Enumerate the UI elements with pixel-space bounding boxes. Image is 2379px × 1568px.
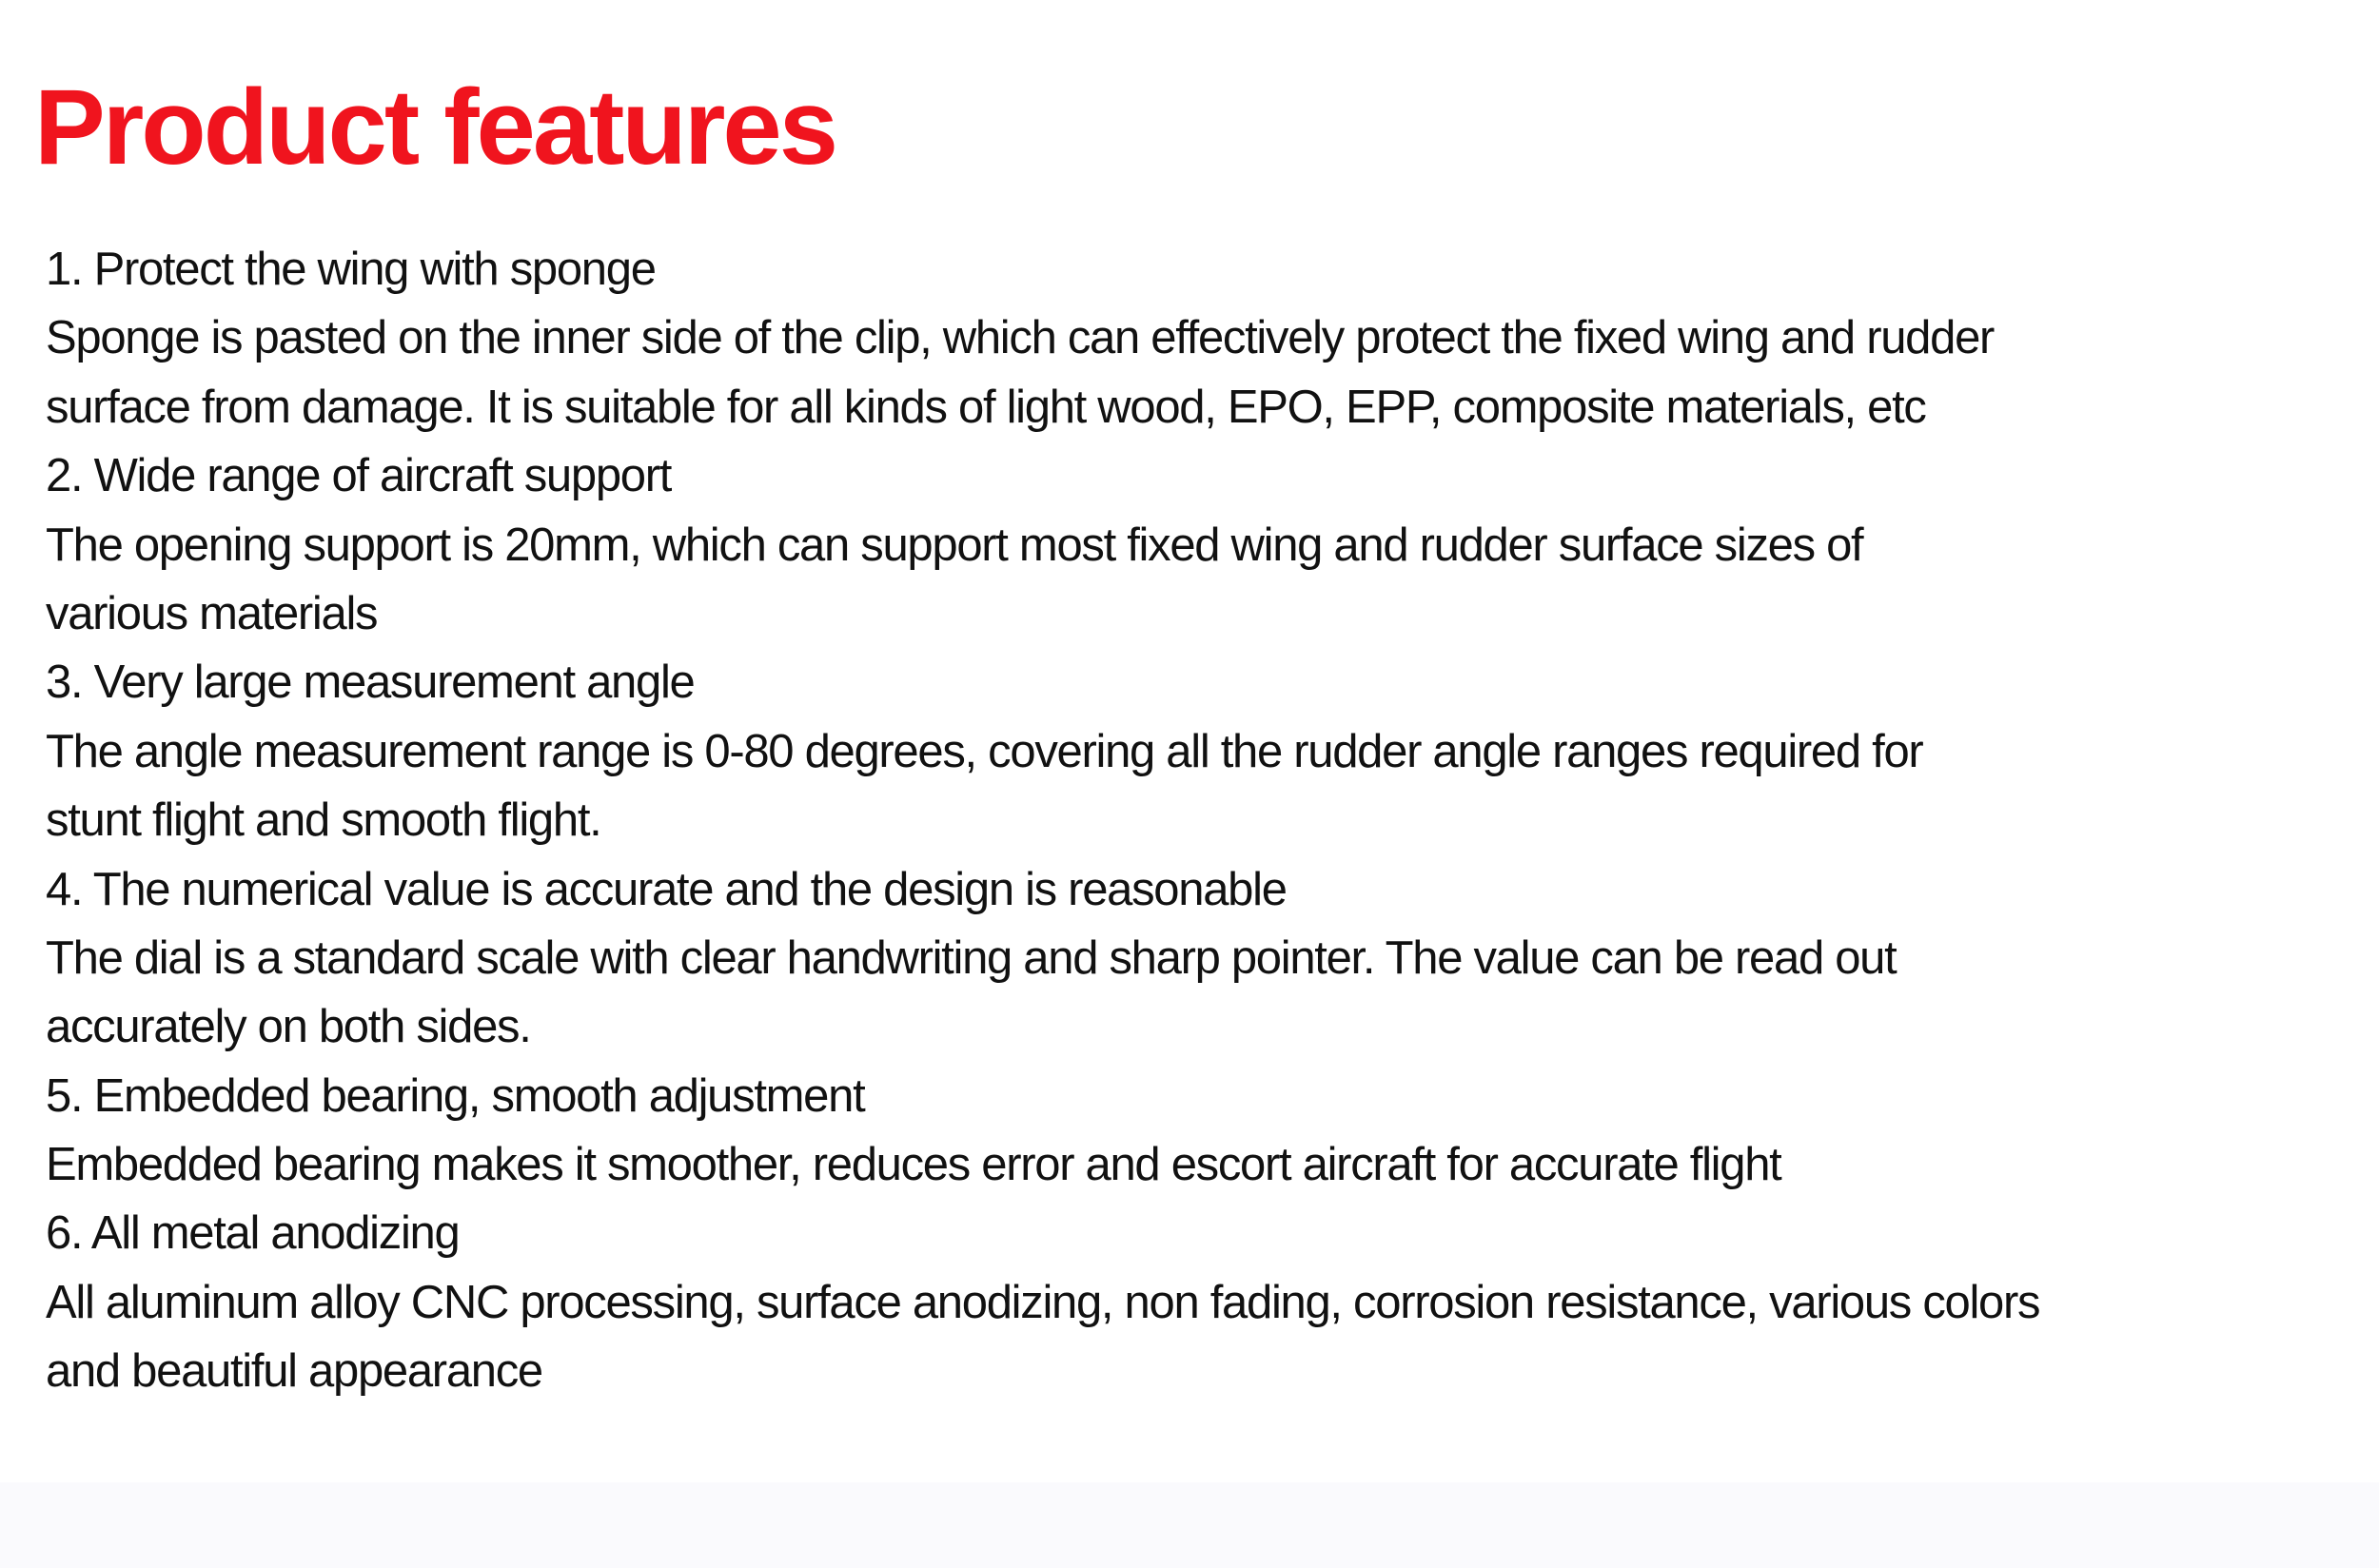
feature-list [46,235,2310,1406]
feature-description-line: surface from damage. It is suitable for all kinds of light wood, EPO, EPP, composite materials, etc [46,381,1926,433]
feature-description-line: and beautiful appearance [46,1345,542,1398]
feature-heading: 6. All metal anodizing [46,1207,460,1260]
feature-description-line: All aluminum alloy CNC processing, surface anodizing, non fading, corrosion resistance, various colors [46,1276,2040,1328]
feature-item-6 [46,1199,2310,1405]
feature-heading: 2. Wide range of aircraft support [46,450,672,502]
feature-heading: 4. The numerical value is accurate and the design is reasonable [46,863,1287,915]
feature-description-line: Embedded bearing makes it smoother, reduces error and escort aircraft for accurate flight [46,1139,1781,1191]
feature-item-4 [46,855,2310,1062]
feature-item-3 [46,648,2310,854]
feature-description-line: The dial is a standard scale with clear handwriting and sharp pointer. The value can be read out [46,931,1897,984]
feature-description-line: The angle measurement range is 0-80 degrees, covering all the rudder angle ranges required for [46,725,1923,777]
feature-heading: 1. Protect the wing with sponge [46,244,656,295]
feature-item-1 [46,235,2310,441]
feature-description-line: various materials [46,587,378,639]
feature-description-line: stunt flight and smooth flight. [46,794,601,847]
feature-description-line: The opening support is 20mm, which can support most fixed wing and rudder surface sizes of [46,519,1863,571]
feature-item-5 [46,1062,2310,1200]
feature-description-line: Sponge is pasted on the inner side of the clip, which can effectively protect the fixed wing and rudder [46,312,1995,364]
feature-heading: 5. Embedded bearing, smooth adjustment [46,1069,865,1122]
feature-item-2 [46,441,2310,648]
feature-heading: 3. Very large measurement angle [46,657,695,709]
page-title: Product features [34,68,836,186]
footer-band [0,1482,2379,1568]
feature-description-line: accurately on both sides. [46,1001,531,1053]
